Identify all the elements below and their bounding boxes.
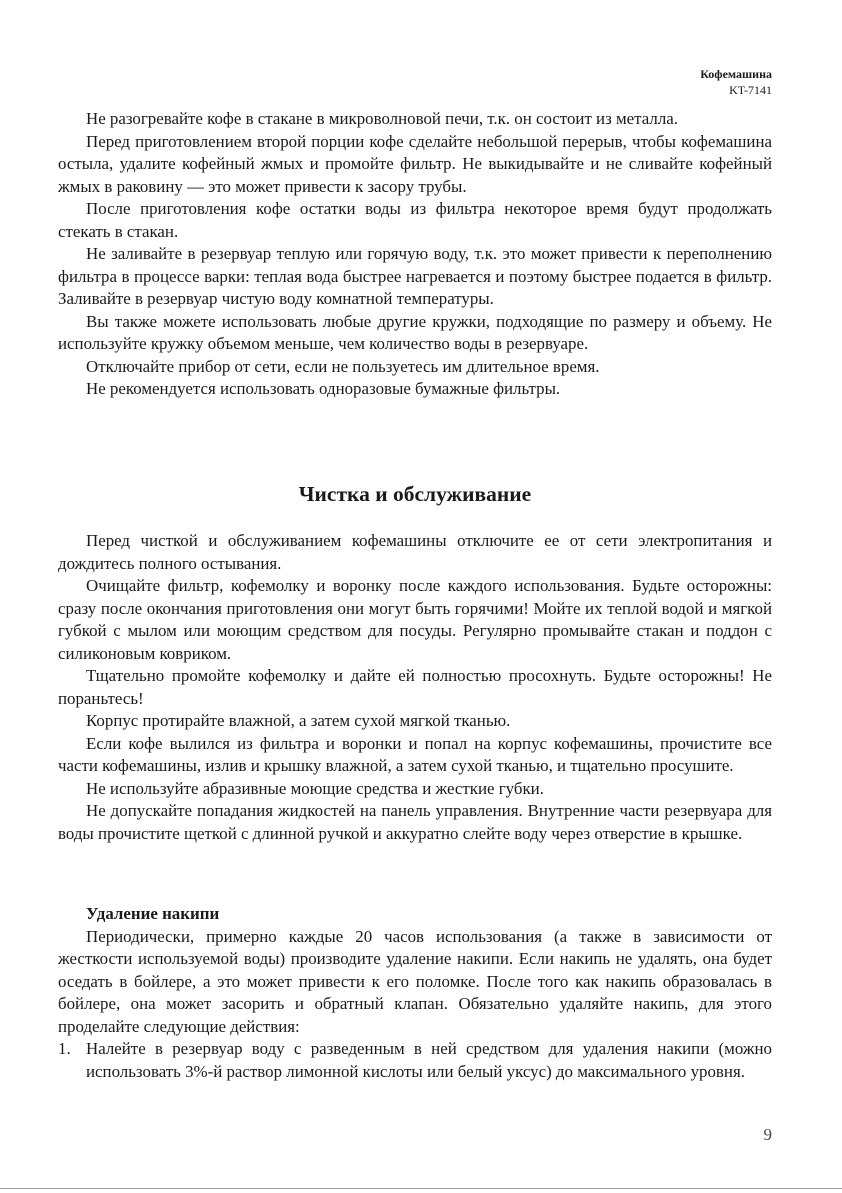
paragraph: Если кофе вылился из фильтра и воронки и попал на корпус кофемашины, прочистите все части кофемашины, излив и крышку влажной, а затем сухой тканью, и тщательно просушите. [58,733,772,775]
descaling-section [58,903,772,1083]
paragraph: Не допускайте попадания жидкостей на панель управления. Внутренние части резервуара для воды прочистите щеткой с длинной ручкой и аккуратно слейте воду через отверстие в крышке. [58,801,772,843]
subsection-title: Удаление накипи [86,904,220,923]
paragraph: Перед приготовлением второй порции кофе сделайте небольшой перерыв, чтобы кофемашина остыла, удалите кофейный жмых и промойте фильтр. Не выкидывайте и не сливайте кофейный жмых в раковину — это может привести к засору трубы. [58,131,772,196]
paragraph: Очищайте фильтр, кофемолку и воронку после каждого использования. Будьте осторожны: сразу после окончания приготовления они могут быть горячими! Мойте их теплой водой и мягкой губкой с мылом или моющим средством для посуды. Регулярно промывайте стакан и поддон с силиконовым ковриком. [58,576,772,663]
paragraph: Корпус протирайте влажной, а затем сухой мягкой тканью. [86,711,511,730]
paragraph: Отключайте прибор от сети, если не пользуетесь им длительное время. [86,356,600,376]
list-item [58,1038,772,1083]
cleaning-section [58,530,772,845]
step-number: 1. [58,1039,71,1058]
header-title: Кофемашина [700,67,772,81]
header-model: KT-7141 [729,83,772,97]
section-title: Чистка и обслуживание [298,482,532,506]
page-bottom-divider [0,1188,842,1189]
page-number: 9 [763,1125,772,1144]
step-text: Налейте в резервуар воду с разведенным в ней средством для удаления накипи (можно использовать 3%-й раствор лимонной кислоты или белый уксус) до максимального уровня. [86,1039,772,1081]
paragraph: Периодически, примерно каждые 20 часов использования (а также в зависимости от жесткости используемой воды) производите удаление накипи. Если накипь не удалять, она будет оседать в бойлере, а это может привести к его поломке. После того как накипь образовалась в бойлере, она может засорить и обратный клапан. Обязательно удаляйте накипь, для этого проделайте следующие действия: [58,926,772,1036]
paragraph: Вы также можете использовать любые другие кружки, подходящие по размеру и объему. Не используйте кружку объемом меньше, чем количество воды в резервуаре. [58,311,772,353]
intro-notes [58,108,772,401]
paragraph: После приготовления кофе остатки воды из фильтра некоторое время будут продолжать стекать в стакан. [58,199,772,241]
paragraph: Перед чисткой и обслуживанием кофемашины отключите ее от сети электропитания и дождитесь полного остывания. [58,531,772,573]
paragraph: Не заливайте в резервуар теплую или горячую воду, т.к. это может привести к переполнению фильтра в процессе варки: теплая вода быстрее нагревается и поэтому быстрее подается в фильтр. Заливайте в резервуар чистую воду комнатной температуры. [58,244,772,308]
running-header [700,66,772,98]
paragraph: Тщательно промойте кофемолку и дайте ей полностью просохнуть. Будьте осторожны! Не пораньтесь! [58,666,772,708]
paragraph: Не рекомендуется использовать одноразовые бумажные фильтры. [86,379,561,398]
steps-list [58,1038,772,1083]
paragraph: Не разогревайте кофе в стакане в микроволновой печи, т.к. он состоит из металла. [86,109,678,128]
paragraph: Не используйте абразивные моющие средства и жесткие губки. [86,778,544,798]
